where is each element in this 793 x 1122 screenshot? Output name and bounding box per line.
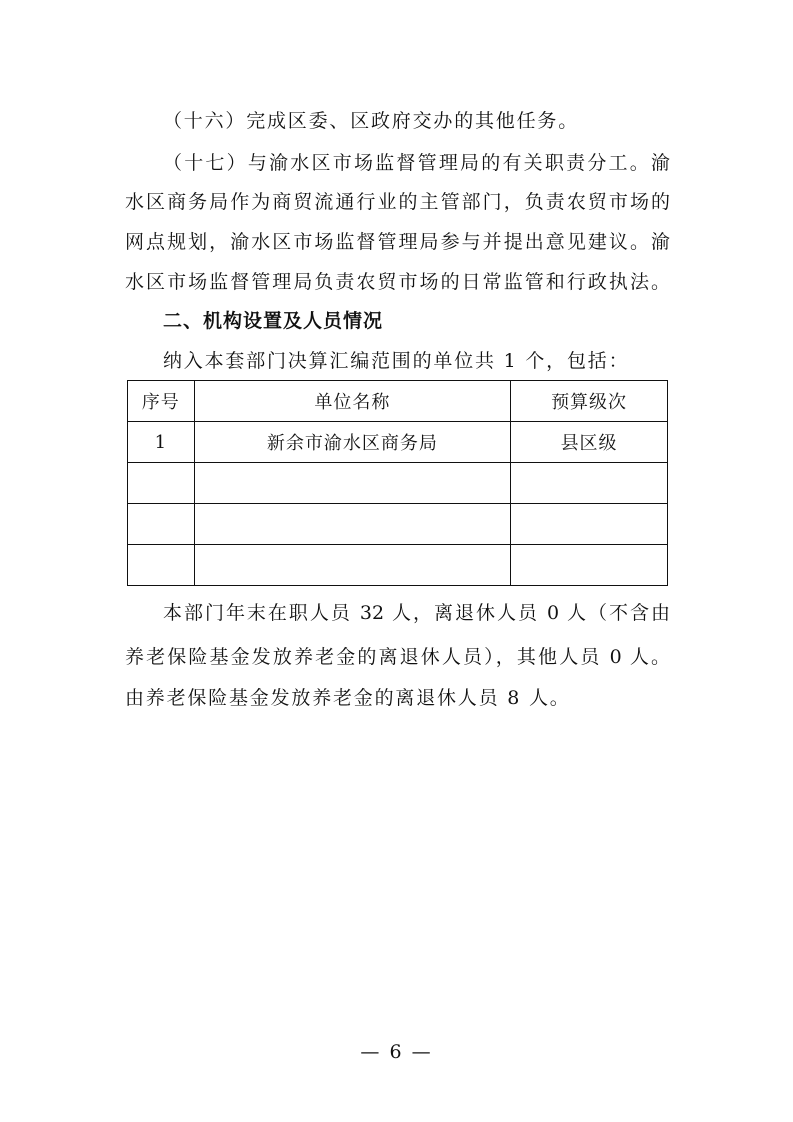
paragraph-item-17-line-1: （十七）与渝水区市场监督管理局的有关职责分工。渝	[163, 152, 670, 174]
paragraph-item-17-line-3: 网点规划，渝水区市场监督管理局参与并提出意见建议。渝	[125, 231, 670, 253]
section-intro: 纳入本套部门决算汇编范围的单位共 1 个，包括：	[163, 350, 630, 372]
cell-unit-name	[194, 504, 511, 545]
paragraph-item-17-line-2: 水区商务局作为商贸流通行业的主管部门，负责农贸市场的	[125, 191, 670, 213]
cell-index	[128, 504, 195, 545]
staff-paragraph-line-1: 本部门年末在职人员 32 人，离退休人员 0 人（不含由	[163, 602, 670, 624]
page-number: — 6 —	[360, 1041, 433, 1063]
section-heading: 二、机构设置及人员情况	[163, 310, 384, 332]
paragraph-item-17-line-4: 水区市场监督管理局负责农贸市场的日常监管和行政执法。	[125, 271, 670, 293]
staff-paragraph-line-2: 养老保险基金发放养老金的离退休人员），其他人员 0 人。	[125, 646, 670, 668]
cell-index: 1	[128, 422, 195, 463]
column-header-budget-level: 预算级次	[511, 381, 668, 422]
cell-unit-name: 新余市渝水区商务局	[194, 422, 511, 463]
table-row	[128, 545, 668, 586]
cell-budget-level	[511, 545, 668, 586]
cell-unit-name	[194, 545, 511, 586]
paragraph-item-16: （十六）完成区委、区政府交办的其他任务。	[163, 110, 580, 132]
table-row	[128, 463, 668, 504]
table-header-row	[128, 381, 668, 422]
table-row	[128, 422, 668, 463]
cell-budget-level	[511, 463, 668, 504]
cell-budget-level: 县区级	[511, 422, 668, 463]
staff-paragraph-line-3: 由养老保险基金发放养老金的离退休人员 8 人。	[125, 687, 571, 709]
column-header-unit-name: 单位名称	[194, 381, 511, 422]
unit-table	[127, 380, 668, 586]
cell-index	[128, 463, 195, 504]
cell-unit-name	[194, 463, 511, 504]
cell-index	[128, 545, 195, 586]
table-row	[128, 504, 668, 545]
cell-budget-level	[511, 504, 668, 545]
column-header-index: 序号	[128, 381, 195, 422]
